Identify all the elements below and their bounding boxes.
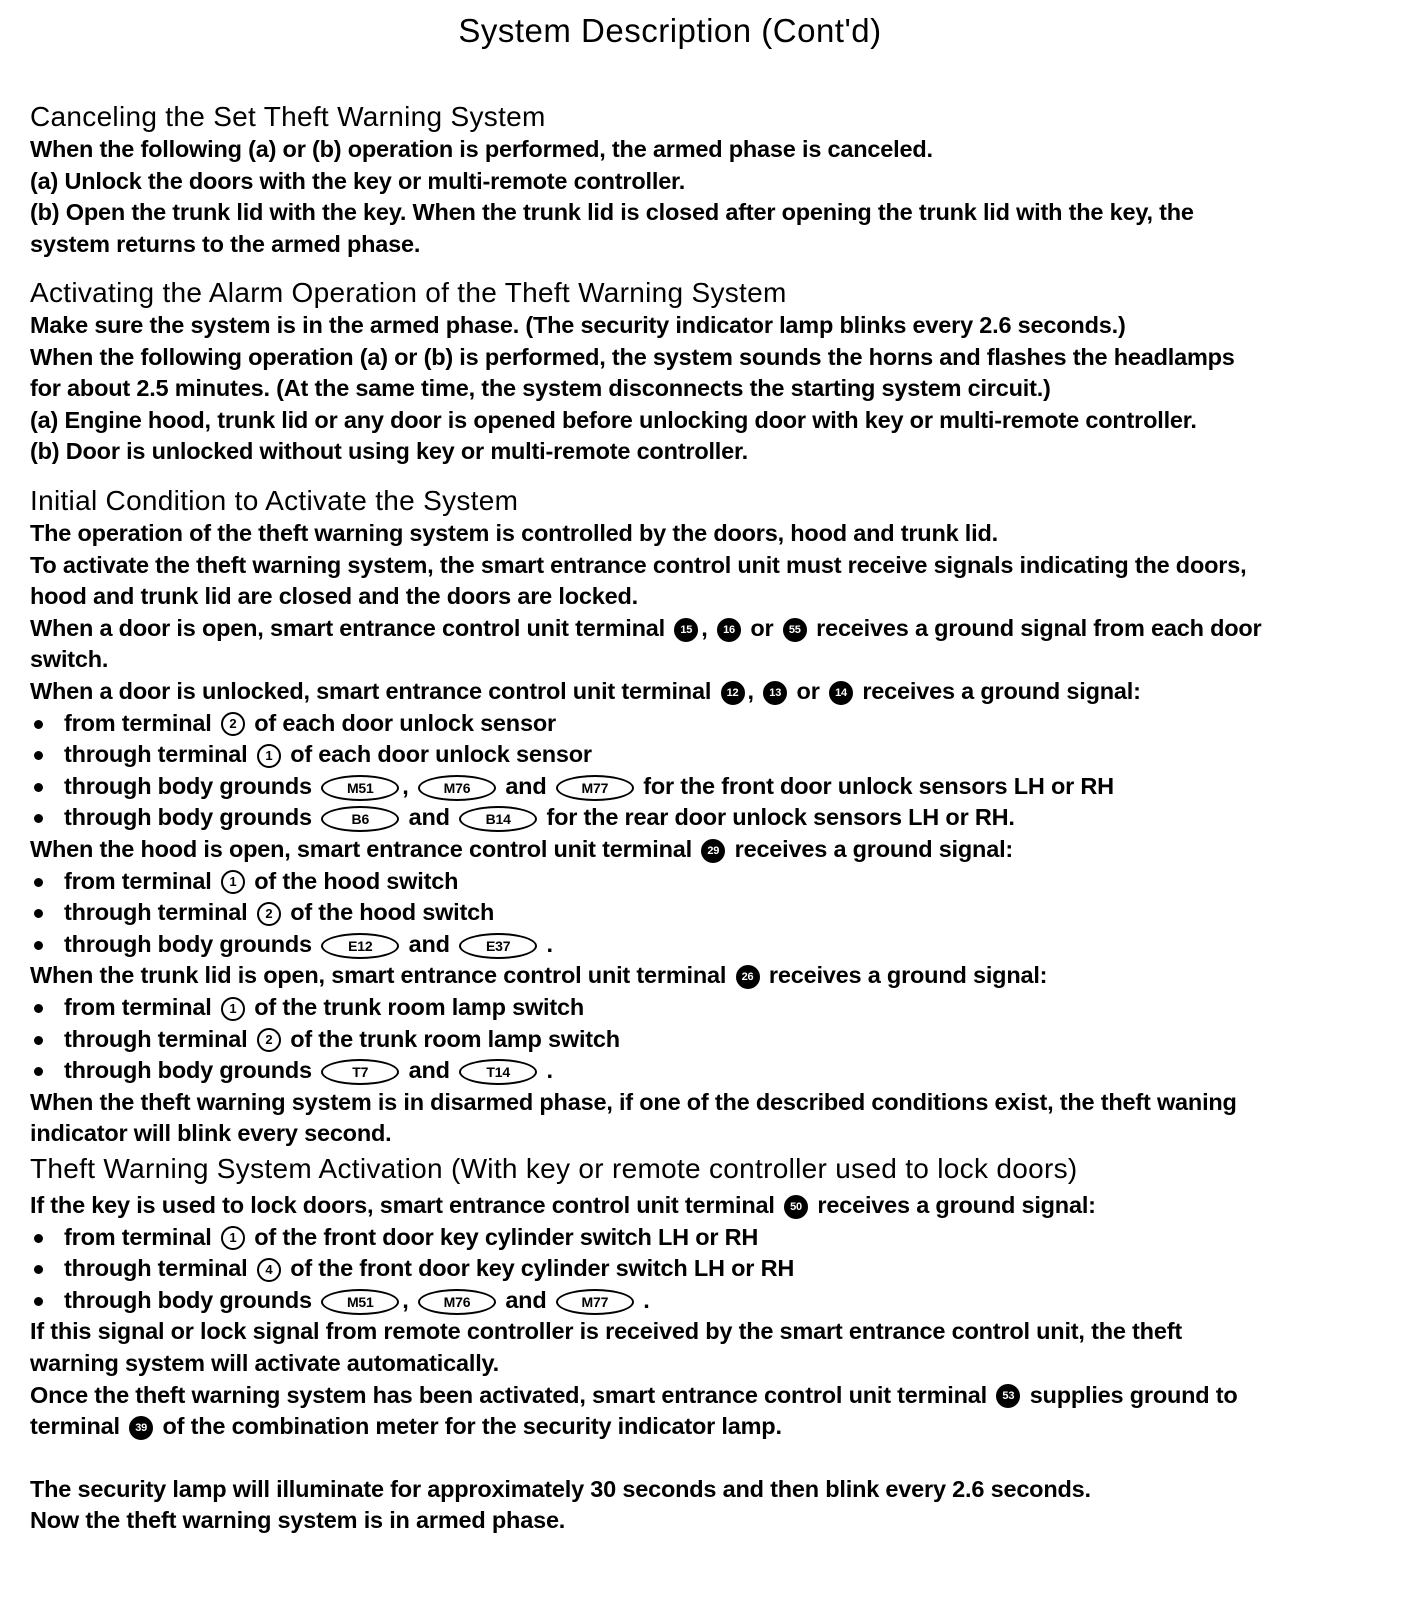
paragraph-line: hood and trunk lid are closed and the doors are locked. [30,583,638,610]
paragraph-line: for about 2.5 minutes. (At the same time, the system disconnects the starting system circuit.) [30,375,1051,402]
paragraph-line: (a) Unlock the doors with the key or multi-remote controller. [30,167,686,194]
terminal-number-icon: 55 [783,618,807,642]
text: Once the theft warning system has been activated, smart entrance control unit terminal [30,1381,987,1408]
ground-connector-icon: M51 [321,1289,399,1315]
ground-connector-icon: B14 [459,806,537,832]
text: of the front door key cylinder switch LH or RH [254,1223,759,1250]
terminal-number-icon: 1 [221,1226,245,1250]
terminal-number-icon: 2 [257,902,281,926]
ground-connector-icon: T14 [459,1059,537,1085]
bullet-item [30,992,1350,1024]
text: of the trunk room lamp switch [254,993,585,1020]
text: and [505,772,547,799]
text: When the hood is open, smart entrance control unit terminal [30,835,692,862]
text: receives a ground signal: [768,962,1048,989]
bullet-item [30,866,1350,898]
text: receives a ground signal: [862,677,1141,704]
text: through terminal [64,1025,248,1052]
terminal-number-icon: 53 [996,1384,1020,1408]
text: through body grounds [64,772,312,799]
ground-connector-icon: T7 [321,1059,399,1085]
text: for the front door unlock sensors LH or RH [643,772,1114,799]
terminal-number-icon: 2 [221,712,245,736]
text: of each door unlock sensor [254,709,556,736]
ground-connector-icon: E12 [321,933,399,959]
text: of the front door key cylinder switch LH or RH [290,1255,795,1282]
section-initial-condition [30,484,1350,1150]
text: . [546,930,553,957]
ground-connector-icon: E37 [459,933,537,959]
text: , [701,614,708,641]
paragraph-line [30,1190,1350,1222]
paragraph-line: If this signal or lock signal from remote controller is received by the smart entrance control unit, the theft [30,1318,1182,1345]
text: If the key is used to lock doors, smart entrance control unit terminal [30,1192,775,1218]
text: supplies ground to [1029,1381,1238,1408]
paragraph-line [30,613,1350,645]
text: through body grounds [64,1057,312,1084]
paragraph-line: When the theft warning system is in disarmed phase, if one of the described conditions exist, the theft waning [30,1088,1237,1115]
text: and [408,804,450,831]
paragraph-line: system returns to the armed phase. [30,230,421,257]
paragraph-line: To activate the theft warning system, the smart entrance control unit must receive signals indicating the doors, [30,551,1247,578]
bullet-item [30,802,1350,834]
text: of the combination meter for the security indicator lamp. [162,1413,782,1440]
bullet-item [30,897,1350,929]
terminal-number-icon: 4 [257,1258,281,1282]
bullet-item [30,1253,1350,1285]
paragraph-line: indicator will blink every second. [30,1120,392,1147]
bullet-item [30,929,1350,961]
text: through terminal [64,741,248,768]
text: . [643,1286,650,1313]
ground-connector-icon: M77 [556,775,634,801]
paragraph-line: (b) Open the trunk lid with the key. When the trunk lid is closed after opening the trunk lid with the key, the [30,199,1194,226]
section-heading: Initial Condition to Activate the System [30,485,519,516]
text: from terminal [64,993,212,1020]
paragraph-line: Now the theft warning system is in armed phase. [30,1507,566,1534]
text: through body grounds [64,1286,312,1313]
bullet-item [30,1222,1350,1254]
paragraph-line: When the following (a) or (b) operation is performed, the armed phase is canceled. [30,136,933,162]
ground-connector-icon: M51 [321,775,399,801]
terminal-number-icon: 13 [763,681,787,705]
text: from terminal [64,1223,212,1250]
paragraph-line [30,834,1350,866]
section-heading: Theft Warning System Activation (With key or remote controller used to lock doors) [30,1153,1078,1184]
terminal-number-icon: 1 [257,744,281,768]
terminal-number-icon: 39 [129,1416,153,1440]
text: from terminal [64,709,212,736]
ground-connector-icon: M77 [556,1289,634,1315]
terminal-number-icon: 16 [717,618,741,642]
section-activation [30,1152,1350,1537]
terminal-number-icon: 14 [829,681,853,705]
text: of each door unlock sensor [290,741,592,768]
text: of the hood switch [254,867,459,894]
text: through terminal [64,899,248,926]
section-canceling [30,100,1350,260]
bullet-item [30,1285,1350,1317]
bullet-item [30,1024,1350,1056]
text: and [505,1286,547,1313]
paragraph-line: When the following operation (a) or (b) is performed, the system sounds the horns and flashes the headlamps [30,343,1235,370]
section-heading: Activating the Alarm Operation of the Theft Warning System [30,277,787,308]
text: of the hood switch [290,899,495,926]
text: and [408,1057,450,1084]
paragraph-line [30,960,1350,992]
bullet-item [30,771,1350,803]
terminal-number-icon: 1 [221,997,245,1021]
text: When a door is open, smart entrance control unit terminal [30,614,665,641]
text: receives a ground signal: [817,1192,1096,1218]
paragraph-line [30,676,1350,708]
text: through body grounds [64,804,312,831]
section-heading: Canceling the Set Theft Warning System [30,101,546,132]
text: . [546,1057,553,1084]
paragraph-line: The operation of the theft warning system is controlled by the doors, hood and trunk lid. [30,520,998,546]
section-activating-alarm [30,276,1350,468]
paragraph-line: (b) Door is unlocked without using key or multi-remote controller. [30,438,748,465]
terminal-number-icon: 15 [674,618,698,642]
terminal-number-icon: 50 [784,1195,808,1219]
text: through terminal [64,1255,248,1282]
text: terminal [30,1413,120,1440]
text: and [408,930,450,957]
paragraph-line [30,1411,1350,1443]
terminal-number-icon: 26 [736,965,760,989]
paragraph-line: (a) Engine hood, trunk lid or any door is opened before unlocking door with key or multi-remote controller. [30,406,1197,433]
paragraph-line [30,1380,1350,1412]
paragraph-line: warning system will activate automatically. [30,1349,499,1376]
text: of the trunk room lamp switch [290,1025,620,1052]
text: for the rear door unlock sensors LH or RH. [546,804,1015,831]
text: or [750,614,774,641]
text: When the trunk lid is open, smart entrance control unit terminal [30,962,727,989]
paragraph-line: switch. [30,646,109,673]
text: , [402,772,409,799]
text: , [402,1286,409,1313]
text: receives a ground signal: [734,835,1014,862]
bullet-item [30,1055,1350,1087]
ground-connector-icon: B6 [321,806,399,832]
paragraph-line: Make sure the system is in the armed phase. (The security indicator lamp blinks every 2.6 seconds.) [30,312,1126,338]
terminal-number-icon: 1 [221,870,245,894]
ground-connector-icon: M76 [418,775,496,801]
text: or [796,677,820,704]
text: , [747,677,754,704]
paragraph-line: The security lamp will illuminate for approximately 30 seconds and then blink every 2.6 seconds. [30,1475,1091,1502]
text: from terminal [64,867,212,894]
terminal-number-icon: 2 [257,1028,281,1052]
terminal-number-icon: 12 [721,681,745,705]
bullet-item [30,708,1350,740]
text: receives a ground signal from each door [816,614,1262,641]
bullet-item [30,739,1350,771]
text: When a door is unlocked, smart entrance control unit terminal [30,677,712,704]
text: through body grounds [64,930,312,957]
ground-connector-icon: M76 [418,1289,496,1315]
terminal-number-icon: 29 [701,839,725,863]
page-title: System Description (Cont'd) [458,12,882,49]
